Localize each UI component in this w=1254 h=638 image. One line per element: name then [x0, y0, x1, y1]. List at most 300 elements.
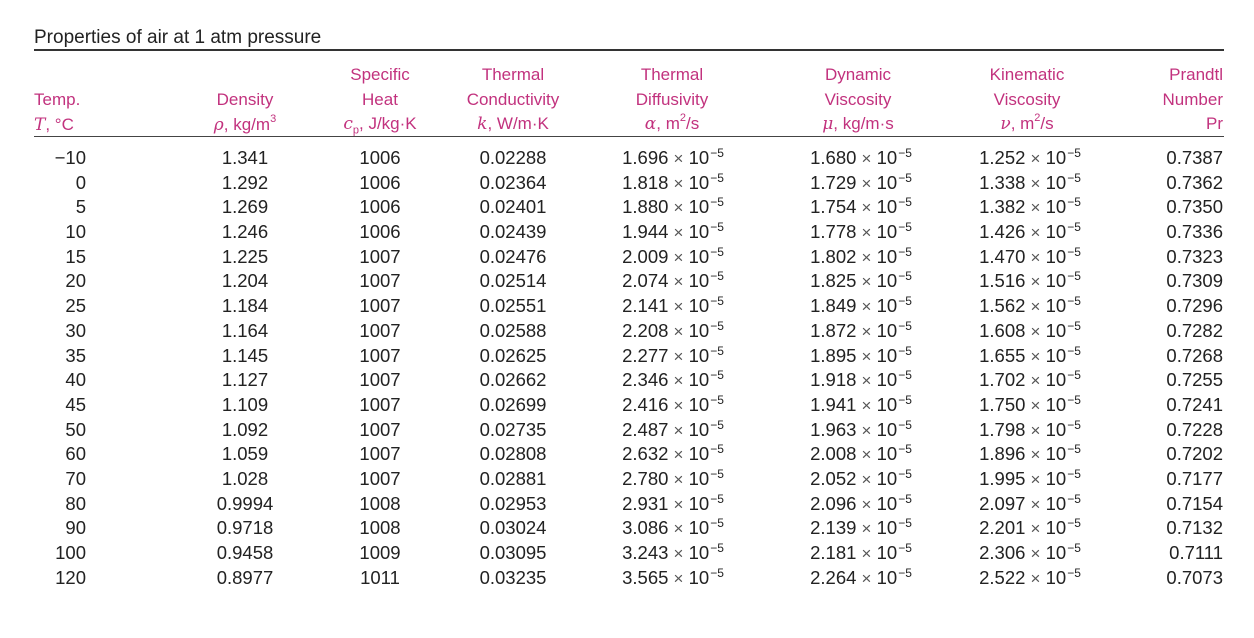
- power-base: 10: [876, 369, 898, 391]
- cell-kinematic-viscosity-mantissa: 1.470: [979, 245, 1026, 267]
- cell-dynamic-viscosity-mantissa: 2.181: [810, 542, 857, 563]
- power-base: 10: [688, 566, 710, 588]
- cell-thermal-diffusivity: [598, 245, 748, 272]
- cell-thermal-diffusivity-mantissa: 2.074: [622, 270, 669, 292]
- cell-temp: 15: [65, 245, 86, 267]
- table-row: [0, 418, 1254, 443]
- cell-kinematic-viscosity-mantissa: 1.702: [979, 369, 1026, 391]
- cell-kinematic-viscosity-mantissa: 1.896: [979, 443, 1026, 465]
- power-base: 10: [1045, 467, 1067, 489]
- power-base: 10: [876, 542, 898, 563]
- power-exponent: −5: [898, 269, 912, 284]
- cell-thermal-conductivity: 0.02476: [479, 245, 547, 267]
- power-base: 10: [876, 295, 898, 317]
- cell-thermal-conductivity: 0.02699: [479, 393, 547, 415]
- power-exponent: −5: [710, 195, 724, 210]
- cell-specific-heat: 1009: [359, 542, 401, 563]
- power-base: 10: [1045, 270, 1067, 292]
- power-exponent: −5: [898, 195, 912, 210]
- cell-thermal-diffusivity-mantissa: 1.880: [622, 196, 669, 218]
- cell-prandtl-number: 0.7350: [1166, 196, 1223, 218]
- cell-prandtl-number: 0.7132: [1166, 517, 1223, 539]
- cell-specific-heat: 1011: [360, 566, 400, 588]
- cell-prandtl-number: 0.7228: [1166, 418, 1223, 440]
- cell-kinematic-viscosity: [955, 146, 1105, 173]
- power-exponent: −5: [898, 343, 912, 358]
- power-base: 10: [688, 171, 710, 193]
- times-sign: ×: [1030, 223, 1041, 243]
- table-row: [0, 171, 1254, 196]
- cell-specific-heat: 1007: [359, 344, 401, 366]
- power-exponent: −5: [898, 368, 912, 383]
- cell-thermal-diffusivity: [598, 319, 748, 346]
- times-sign: ×: [673, 494, 684, 514]
- cell-density: 1.145: [221, 344, 269, 366]
- cell-specific-heat: 1007: [359, 443, 401, 465]
- table-row: [0, 195, 1254, 220]
- header-thermal-conductivity-line2: Conductivity: [466, 89, 560, 109]
- power-base: 10: [1045, 492, 1067, 514]
- power-exponent: −5: [1067, 269, 1081, 284]
- cell-temp: 100: [55, 542, 86, 563]
- power-base: 10: [876, 221, 898, 243]
- table-caption: Properties of air at 1 atm pressure: [34, 27, 322, 48]
- cell-thermal-conductivity: 0.02514: [479, 270, 547, 292]
- cell-temp: 45: [65, 393, 86, 415]
- times-sign: ×: [861, 519, 872, 539]
- cell-dynamic-viscosity: [786, 220, 936, 247]
- cell-thermal-diffusivity: [598, 368, 748, 395]
- power-exponent: −5: [898, 417, 912, 432]
- power-exponent: −5: [710, 417, 724, 432]
- cell-thermal-diffusivity-mantissa: 2.346: [622, 369, 669, 391]
- cell-specific-heat: 1007: [359, 245, 401, 267]
- power-exponent: −5: [710, 442, 724, 457]
- cell-dynamic-viscosity-mantissa: 2.139: [810, 517, 857, 539]
- cell-dynamic-viscosity: [786, 195, 936, 222]
- cell-kinematic-viscosity-mantissa: 2.306: [979, 542, 1026, 563]
- cell-specific-heat: 1008: [359, 517, 401, 539]
- cell-kinematic-viscosity: [955, 442, 1105, 469]
- power-base: 10: [688, 369, 710, 391]
- times-sign: ×: [861, 445, 872, 465]
- cell-dynamic-viscosity-mantissa: 2.264: [810, 566, 857, 588]
- header-temp: [34, 88, 80, 137]
- cell-density: 0.9994: [216, 492, 274, 514]
- power-base: 10: [876, 196, 898, 218]
- power-base: 10: [876, 245, 898, 267]
- cell-temp: 10: [65, 221, 86, 243]
- power-exponent: −5: [1067, 541, 1081, 555]
- cell-kinematic-viscosity: [955, 492, 1105, 519]
- cell-kinematic-viscosity-mantissa: 1.608: [979, 319, 1026, 341]
- cell-thermal-diffusivity: [598, 566, 748, 593]
- table-row: [0, 319, 1254, 344]
- cell-thermal-diffusivity-mantissa: 2.141: [622, 295, 669, 317]
- times-sign: ×: [1030, 445, 1041, 465]
- cell-temp: 60: [65, 443, 86, 465]
- power-exponent: −5: [1067, 146, 1081, 160]
- cell-dynamic-viscosity: [786, 319, 936, 346]
- cell-density: 0.8977: [216, 566, 274, 588]
- times-sign: ×: [861, 544, 872, 563]
- cell-dynamic-viscosity-mantissa: 1.941: [810, 393, 857, 415]
- header-rule: [34, 136, 1224, 137]
- header-specific-heat-line1: Specific: [350, 65, 410, 84]
- cell-kinematic-viscosity-mantissa: 1.562: [979, 295, 1026, 317]
- cell-density: 1.127: [221, 369, 269, 391]
- power-base: 10: [688, 295, 710, 317]
- times-sign: ×: [673, 469, 684, 489]
- cell-dynamic-viscosity: [786, 171, 936, 198]
- power-exponent: −5: [898, 392, 912, 407]
- table-row: [0, 442, 1254, 467]
- power-base: 10: [688, 492, 710, 514]
- cell-prandtl-number: 0.7323: [1166, 245, 1223, 267]
- power-base: 10: [876, 393, 898, 415]
- header-kinematic-viscosity: [947, 63, 1107, 137]
- times-sign: ×: [861, 395, 872, 415]
- cell-thermal-diffusivity: [598, 541, 748, 568]
- header-density: [180, 88, 310, 137]
- power-base: 10: [876, 467, 898, 489]
- power-base: 10: [688, 245, 710, 267]
- times-sign: ×: [673, 321, 684, 341]
- times-sign: ×: [861, 420, 872, 440]
- power-base: 10: [688, 221, 710, 243]
- power-base: 10: [1045, 147, 1067, 168]
- times-sign: ×: [673, 445, 684, 465]
- power-exponent: −5: [898, 442, 912, 457]
- power-base: 10: [876, 147, 898, 168]
- power-base: 10: [876, 418, 898, 440]
- cell-dynamic-viscosity: [786, 393, 936, 420]
- cell-kinematic-viscosity: [955, 566, 1105, 593]
- power-exponent: −5: [1067, 195, 1081, 210]
- cell-thermal-diffusivity: [598, 393, 748, 420]
- cell-thermal-conductivity: 0.02881: [479, 467, 547, 489]
- times-sign: ×: [673, 247, 684, 267]
- times-sign: ×: [673, 420, 684, 440]
- times-sign: ×: [673, 173, 684, 193]
- cell-thermal-diffusivity-mantissa: 3.243: [622, 542, 669, 563]
- table-row: [0, 516, 1254, 541]
- cell-density: 1.092: [221, 418, 269, 440]
- table-row: [0, 368, 1254, 393]
- power-base: 10: [876, 492, 898, 514]
- cell-temp: 35: [65, 344, 86, 366]
- cell-thermal-diffusivity: [598, 195, 748, 222]
- table-row: [0, 344, 1254, 369]
- times-sign: ×: [861, 173, 872, 193]
- power-base: 10: [688, 467, 710, 489]
- cell-thermal-conductivity: 0.03024: [479, 517, 547, 539]
- cell-kinematic-viscosity: [955, 541, 1105, 568]
- cell-thermal-diffusivity-mantissa: 2.487: [622, 418, 669, 440]
- cell-dynamic-viscosity: [786, 418, 936, 445]
- header-prandtl-number-unit: Pr: [1206, 114, 1223, 133]
- power-base: 10: [876, 443, 898, 465]
- power-base: 10: [876, 517, 898, 539]
- cell-dynamic-viscosity-mantissa: 1.895: [810, 344, 857, 366]
- cell-dynamic-viscosity-mantissa: 2.096: [810, 492, 857, 514]
- cell-thermal-diffusivity: [598, 467, 748, 494]
- power-base: 10: [688, 147, 710, 168]
- cell-kinematic-viscosity: [955, 269, 1105, 296]
- power-exponent: −5: [1067, 368, 1081, 383]
- times-sign: ×: [861, 371, 872, 391]
- times-sign: ×: [673, 544, 684, 563]
- cell-dynamic-viscosity-mantissa: 1.825: [810, 270, 857, 292]
- cell-kinematic-viscosity-mantissa: 1.995: [979, 467, 1026, 489]
- times-sign: ×: [861, 247, 872, 267]
- cell-thermal-diffusivity-mantissa: 3.086: [622, 517, 669, 539]
- cell-prandtl-number: 0.7111: [1169, 542, 1223, 563]
- cell-thermal-diffusivity: [598, 492, 748, 519]
- cell-kinematic-viscosity: [955, 368, 1105, 395]
- cell-density: 1.341: [221, 147, 269, 168]
- cell-dynamic-viscosity-mantissa: 2.008: [810, 443, 857, 465]
- cell-thermal-diffusivity: [598, 442, 748, 469]
- times-sign: ×: [673, 346, 684, 366]
- cell-prandtl-number: 0.7177: [1166, 467, 1223, 489]
- header-temp-label: Temp.: [34, 90, 81, 109]
- cell-specific-heat: 1007: [359, 393, 401, 415]
- cell-thermal-diffusivity: [598, 269, 748, 296]
- power-exponent: −5: [710, 170, 724, 185]
- table-row: [0, 467, 1254, 492]
- cell-prandtl-number: 0.7241: [1166, 393, 1223, 415]
- power-exponent: −5: [898, 244, 912, 259]
- power-base: 10: [688, 344, 710, 366]
- header-specific-heat-line2: Heat: [362, 89, 398, 109]
- times-sign: ×: [1030, 149, 1041, 168]
- header-thermal-diffusivity: [592, 63, 752, 137]
- power-exponent: −5: [898, 170, 912, 185]
- table-row: [0, 146, 1254, 171]
- power-base: 10: [1045, 443, 1067, 465]
- cell-density: 1.246: [221, 221, 269, 243]
- cell-thermal-conductivity: 0.02735: [479, 418, 547, 440]
- times-sign: ×: [1030, 247, 1041, 267]
- cell-thermal-conductivity: 0.02625: [479, 344, 547, 366]
- cell-specific-heat: 1007: [359, 369, 401, 391]
- times-sign: ×: [673, 371, 684, 391]
- power-base: 10: [688, 542, 710, 563]
- cell-dynamic-viscosity-mantissa: 1.918: [810, 369, 857, 391]
- cell-kinematic-viscosity-mantissa: 1.252: [979, 147, 1026, 168]
- power-base: 10: [1045, 517, 1067, 539]
- header-temp-unit: T, °C: [34, 114, 74, 135]
- power-exponent: −5: [710, 392, 724, 407]
- power-base: 10: [688, 418, 710, 440]
- cell-prandtl-number: 0.7336: [1166, 221, 1223, 243]
- cell-density: 0.9718: [216, 517, 274, 539]
- cell-density: 1.269: [221, 196, 269, 218]
- times-sign: ×: [1030, 519, 1041, 539]
- header-specific-heat-unit: $c_p$, J/kg·K: [343, 114, 417, 137]
- power-exponent: −5: [898, 565, 912, 580]
- cell-kinematic-viscosity-mantissa: 2.201: [979, 517, 1026, 539]
- power-exponent: −5: [1067, 442, 1081, 457]
- cell-specific-heat: 1007: [359, 467, 401, 489]
- power-exponent: −5: [710, 220, 724, 235]
- times-sign: ×: [673, 519, 684, 539]
- cell-dynamic-viscosity: [786, 516, 936, 543]
- power-exponent: −5: [710, 244, 724, 259]
- cell-prandtl-number: 0.7362: [1166, 171, 1223, 193]
- power-base: 10: [1045, 245, 1067, 267]
- cell-specific-heat: 1008: [359, 492, 401, 514]
- cell-thermal-diffusivity-mantissa: 3.565: [622, 566, 669, 588]
- header-prandtl-number-line1: Prandtl: [1169, 65, 1223, 84]
- times-sign: ×: [1030, 395, 1041, 415]
- times-sign: ×: [861, 469, 872, 489]
- cell-dynamic-viscosity-mantissa: 1.754: [810, 196, 857, 218]
- cell-temp: −10: [54, 147, 86, 168]
- power-exponent: −5: [710, 516, 724, 531]
- power-exponent: −5: [710, 491, 724, 506]
- table-row: [0, 245, 1254, 270]
- times-sign: ×: [861, 272, 872, 292]
- power-exponent: −5: [710, 466, 724, 481]
- times-sign: ×: [1030, 568, 1041, 588]
- power-base: 10: [876, 319, 898, 341]
- power-exponent: −5: [1067, 491, 1081, 506]
- cell-kinematic-viscosity-mantissa: 2.097: [979, 492, 1026, 514]
- cell-kinematic-viscosity-mantissa: 1.426: [979, 221, 1026, 243]
- cell-temp: 25: [65, 295, 86, 317]
- cell-kinematic-viscosity-mantissa: 1.655: [979, 344, 1026, 366]
- cell-thermal-conductivity: 0.03235: [479, 566, 547, 588]
- cell-prandtl-number: 0.7387: [1166, 147, 1223, 168]
- power-base: 10: [1045, 196, 1067, 218]
- times-sign: ×: [861, 568, 872, 588]
- cell-dynamic-viscosity: [786, 294, 936, 321]
- cell-thermal-diffusivity-mantissa: 2.277: [622, 344, 669, 366]
- cell-kinematic-viscosity-mantissa: 2.522: [979, 566, 1026, 588]
- cell-thermal-diffusivity-mantissa: 2.931: [622, 492, 669, 514]
- header-prandtl-number: [1123, 63, 1223, 137]
- cell-kinematic-viscosity-mantissa: 1.338: [979, 171, 1026, 193]
- header-thermal-conductivity: [433, 63, 593, 137]
- cell-density: 0.9458: [216, 542, 274, 563]
- cell-prandtl-number: 0.7202: [1166, 443, 1223, 465]
- header-prandtl-number-line2: Number: [1162, 89, 1223, 109]
- cell-density: 1.109: [221, 393, 269, 415]
- cell-kinematic-viscosity: [955, 220, 1105, 247]
- header-specific-heat: [320, 63, 440, 137]
- cell-thermal-conductivity: 0.03095: [479, 542, 547, 563]
- header-thermal-diffusivity-line1: Thermal: [640, 65, 704, 84]
- power-exponent: −5: [1067, 244, 1081, 259]
- cell-dynamic-viscosity: [786, 269, 936, 296]
- cell-density: 1.225: [221, 245, 269, 267]
- cell-temp: 90: [65, 517, 86, 539]
- power-base: 10: [688, 393, 710, 415]
- power-exponent: −5: [710, 318, 724, 333]
- power-base: 10: [1045, 566, 1067, 588]
- header-dynamic-viscosity-unit: μ, kg/m·s: [822, 114, 894, 134]
- table-row: [0, 492, 1254, 517]
- cell-dynamic-viscosity-mantissa: 1.963: [810, 418, 857, 440]
- cell-dynamic-viscosity: [786, 541, 936, 568]
- cell-prandtl-number: 0.7154: [1166, 492, 1223, 514]
- power-exponent: −5: [710, 541, 724, 555]
- cell-dynamic-viscosity-mantissa: 1.778: [810, 221, 857, 243]
- table-row: [0, 269, 1254, 294]
- cell-dynamic-viscosity-mantissa: 1.680: [810, 147, 857, 168]
- cell-density: 1.028: [221, 467, 269, 489]
- cell-thermal-conductivity: 0.02808: [479, 443, 547, 465]
- cell-thermal-conductivity: 0.02662: [479, 369, 547, 391]
- cell-specific-heat: 1006: [359, 171, 401, 193]
- header-thermal-conductivity-line1: Thermal: [481, 65, 545, 84]
- power-base: 10: [1045, 418, 1067, 440]
- power-exponent: −5: [1067, 170, 1081, 185]
- cell-thermal-diffusivity-mantissa: 1.696: [622, 147, 669, 168]
- cell-temp: 0: [75, 171, 86, 193]
- power-exponent: −5: [898, 318, 912, 333]
- cell-prandtl-number: 0.7282: [1166, 319, 1223, 341]
- header-kinematic-viscosity-line1: Kinematic: [989, 65, 1065, 84]
- times-sign: ×: [1030, 321, 1041, 341]
- header-kinematic-viscosity-line2: Viscosity: [993, 89, 1061, 109]
- power-base: 10: [1045, 319, 1067, 341]
- table-row: [0, 541, 1254, 566]
- header-kinematic-viscosity-unit: ν, $m^2/s$: [1000, 112, 1054, 134]
- cell-kinematic-viscosity-mantissa: 1.750: [979, 393, 1026, 415]
- times-sign: ×: [1030, 346, 1041, 366]
- cell-thermal-conductivity: 0.02439: [479, 221, 547, 243]
- times-sign: ×: [1030, 420, 1041, 440]
- cell-thermal-conductivity: 0.02364: [479, 171, 547, 193]
- table-row: [0, 220, 1254, 245]
- times-sign: ×: [673, 198, 684, 218]
- power-exponent: −5: [1067, 392, 1081, 407]
- times-sign: ×: [673, 568, 684, 588]
- cell-density: 1.164: [221, 319, 269, 341]
- power-exponent: −5: [1067, 466, 1081, 481]
- cell-temp: 40: [65, 369, 86, 391]
- cell-kinematic-viscosity: [955, 344, 1105, 371]
- power-exponent: −5: [898, 516, 912, 531]
- times-sign: ×: [673, 223, 684, 243]
- cell-kinematic-viscosity: [955, 245, 1105, 272]
- cell-specific-heat: 1006: [359, 196, 401, 218]
- power-exponent: −5: [710, 269, 724, 284]
- power-base: 10: [876, 171, 898, 193]
- cell-prandtl-number: 0.7073: [1166, 566, 1223, 588]
- cell-temp: 70: [65, 467, 86, 489]
- cell-specific-heat: 1007: [359, 270, 401, 292]
- cell-temp: 120: [55, 566, 86, 588]
- power-base: 10: [1045, 171, 1067, 193]
- header-dynamic-viscosity: [778, 63, 938, 137]
- cell-thermal-diffusivity: [598, 344, 748, 371]
- power-exponent: −5: [898, 541, 912, 555]
- power-base: 10: [688, 319, 710, 341]
- cell-thermal-conductivity: 0.02551: [479, 295, 547, 317]
- power-exponent: −5: [1067, 343, 1081, 358]
- times-sign: ×: [861, 223, 872, 243]
- cell-kinematic-viscosity: [955, 195, 1105, 222]
- cell-dynamic-viscosity: [786, 245, 936, 272]
- power-exponent: −5: [1067, 417, 1081, 432]
- power-exponent: −5: [710, 146, 724, 160]
- cell-density: 1.292: [221, 171, 269, 193]
- times-sign: ×: [861, 297, 872, 317]
